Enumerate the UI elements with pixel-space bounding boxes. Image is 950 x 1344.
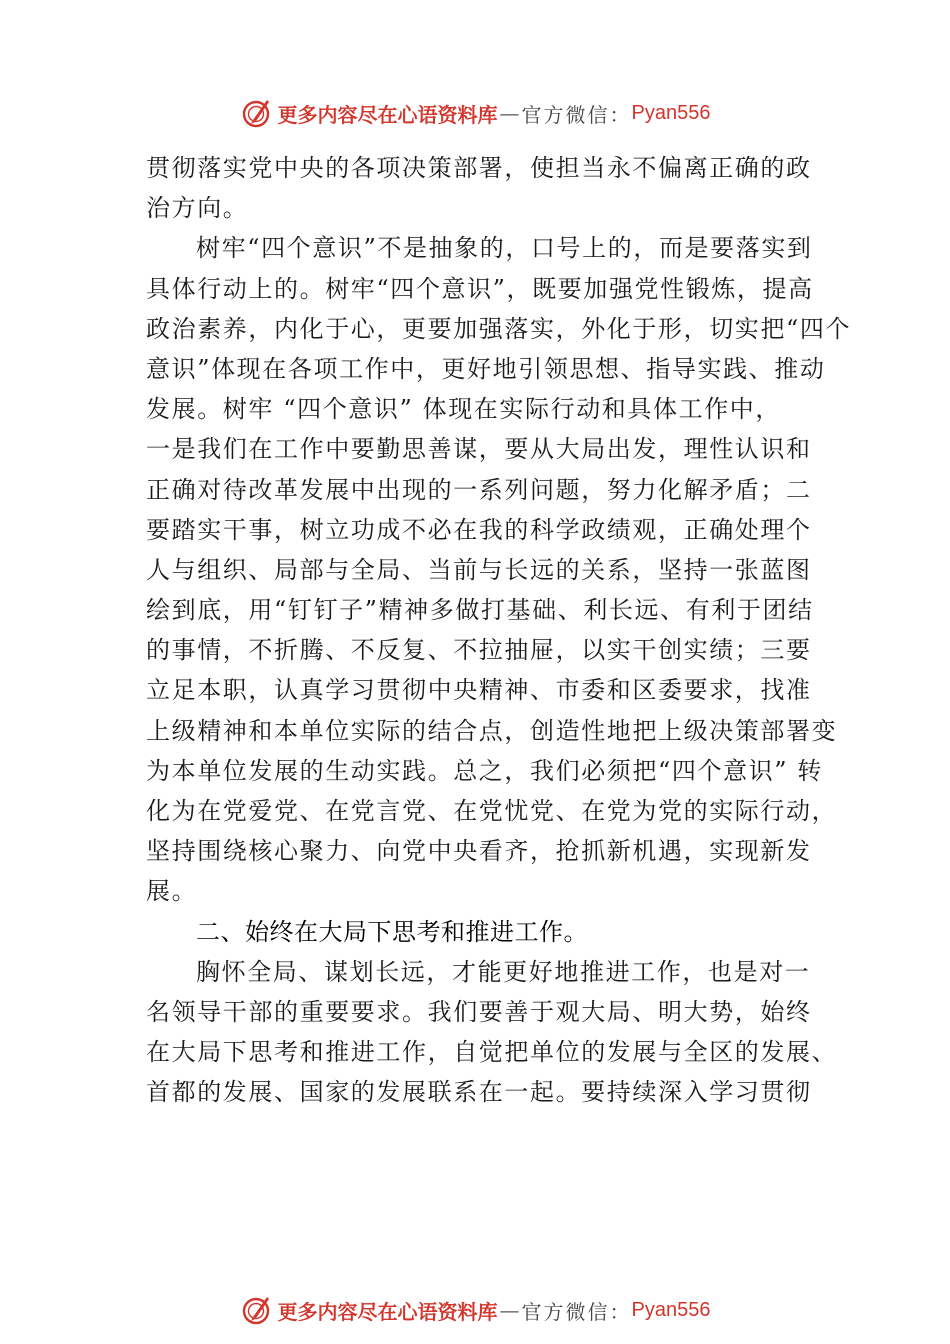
banner-wechat-id: Pyan556 bbox=[631, 1298, 711, 1321]
text-line: 为本单位发展的生动实践。总之，我们必须把“四个意识” 转 bbox=[146, 756, 823, 785]
document-body bbox=[146, 148, 852, 1112]
banner-separator: — bbox=[499, 101, 520, 125]
text-line: 具体行动上的。树牢“四个意识”，既要加强党性锻炼，提高 bbox=[146, 274, 814, 303]
section-heading: 二、始终在大局下思考和推进工作。 bbox=[196, 917, 588, 946]
text-line: 正确对待改革发展中出现的一系列问题，努力化解矛盾；二 bbox=[146, 475, 812, 504]
banner-wechat-label: 官方微信： bbox=[521, 1299, 632, 1324]
banner-library-text: 更多内容尽在心语资料库 bbox=[277, 1299, 498, 1324]
banner-separator: — bbox=[499, 1298, 520, 1322]
text-line: 意识”体现在各项工作中，更好地引领思想、指导实践、推动 bbox=[146, 354, 826, 383]
paragraph-3 bbox=[146, 952, 838, 1113]
text-line: 化为在党爱党、在党言党、在党忧党、在党为党的实际行动， bbox=[146, 797, 838, 825]
text-line: 贯彻落实党中央的各项决策部署，使担当永不偏离正确的政 bbox=[146, 154, 812, 182]
text-line: 治方向。 bbox=[146, 194, 249, 223]
text-line: 一是我们在工作中要勤思善谋，要从大局出发，理性认识和 bbox=[146, 435, 812, 464]
text-line: 在大局下思考和推进工作，自觉把单位的发展与全区的发展、 bbox=[146, 1037, 838, 1066]
banner-wechat-label: 官方微信： bbox=[521, 102, 632, 127]
text-line: 树牢“四个意识”不是抽象的，口号上的，而是要落实到 bbox=[196, 234, 813, 263]
paragraph-2 bbox=[146, 228, 852, 911]
banner-library-text: 更多内容尽在心语资料库 bbox=[277, 102, 498, 127]
text-line: 名领导干部的重要要求。我们要善于观大局、明大势，始终 bbox=[146, 997, 812, 1026]
text-line: 展。 bbox=[146, 877, 198, 906]
text-line: 首都的发展、国家的发展联系在一起。要持续深入学习贯彻 bbox=[146, 1078, 812, 1107]
text-line: 立足本职，认真学习贯彻中央精神、市委和区委要求，找准 bbox=[146, 676, 812, 705]
text-line: 胸怀全局、谋划长远，才能更好地推进工作，也是对一 bbox=[196, 957, 811, 986]
quill-seal-icon bbox=[240, 97, 272, 129]
header-banner bbox=[0, 93, 950, 133]
text-line: 的事情，不折腾、不反复、不拉抽屉，以实干创实绩；三要 bbox=[146, 636, 812, 665]
text-line: 上级精神和本单位实际的结合点，创造性地把上级决策部署变 bbox=[146, 716, 838, 745]
text-line: 要踏实干事，树立功成不必在我的科学政绩观，正确处理个 bbox=[146, 515, 812, 544]
banner-wechat-id: Pyan556 bbox=[631, 101, 711, 124]
text-line: 发展。树牢 “四个意识” 体现在实际行动和具体工作中， bbox=[146, 395, 781, 424]
text-line: 坚持围绕核心聚力、向党中央看齐，抢抓新机遇，实现新发 bbox=[146, 837, 812, 866]
footer-banner bbox=[0, 1290, 950, 1330]
quill-seal-icon bbox=[240, 1294, 272, 1326]
text-line: 政治素养，内化于心，更要加强落实，外化于形，切实把“四个 bbox=[146, 314, 852, 343]
text-line: 绘到底，用“钉钉子”精神多做打基础、利长远、有利于团结 bbox=[146, 596, 814, 625]
paragraph-1 bbox=[146, 148, 822, 228]
text-line: 人与组织、局部与全局、当前与长远的关系，坚持一张蓝图 bbox=[146, 555, 812, 584]
